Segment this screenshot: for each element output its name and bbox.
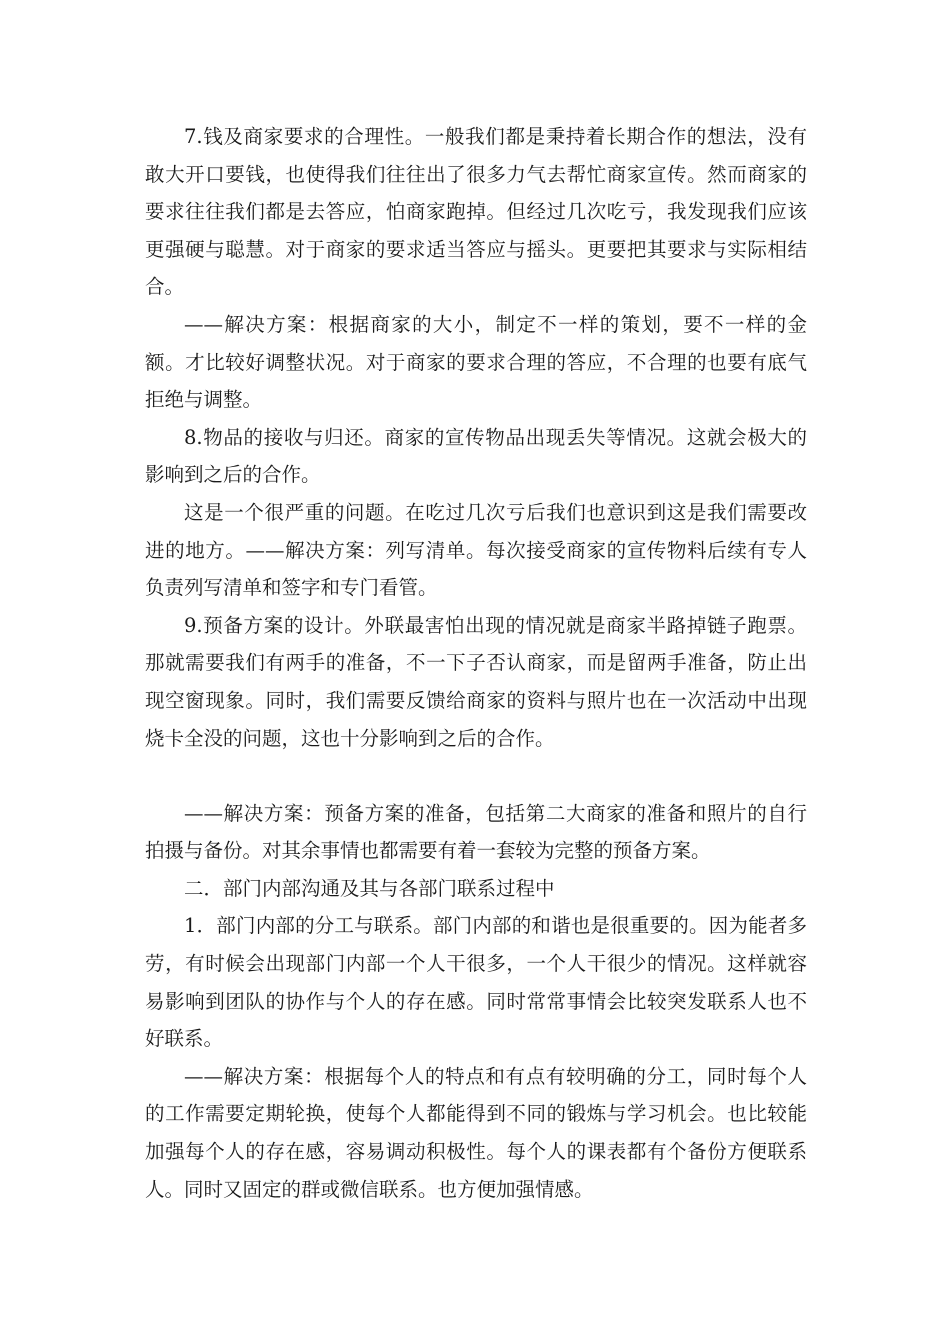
paragraph-item-7: 7.钱及商家要求的合理性。一般我们都是秉持着长期合作的想法，没有敢大开口要钱，也使得我们往往出了很多力气去帮忙商家宣传。然而商家的要求往往我们都是去答应，怕商家跑掉。但经过几次吃亏，我发现我们应该更强硬与聪慧。对于商家的要求适当答应与摇头。更要把其要求与实际相结合。 — [145, 125, 807, 299]
document-body — [145, 118, 807, 1208]
paragraph-solution-8: 这是一个很严重的问题。在吃过几次亏后我们也意识到这是我们需要改进的地方。——解决方案：列写清单。每次接受商家的宣传物料后续有专人负责列写清单和签字和专门看管。 — [145, 500, 807, 600]
paragraph-section2-solution-1: ——解决方案：根据每个人的特点和有点有较明确的分工，同时每个人的工作需要定期轮换，使每个人都能得到不同的锻炼与学习机会。也比较能加强每个人的存在感，容易调动积极性。每个人的课表都有个备份方便联系人。同时又固定的群或微信联系。也方便加强情感。 — [145, 1064, 807, 1201]
paragraph-section2-item-1: 1．部门内部的分工与联系。部门内部的和谐也是很重要的。因为能者多劳，有时候会出现部门内部一个人干很多，一个人干很少的情况。这样就容易影响到团队的协作与个人的存在感。同时常常事情会比较突发联系人也不好联系。 — [145, 914, 807, 1051]
paragraph-solution-9: ——解决方案：预备方案的准备，包括第二大商家的准备和照片的自行拍摄与备份。对其余事情也都需要有着一套较为完整的预备方案。 — [145, 801, 807, 863]
paragraph-item-9: 9.预备方案的设计。外联最害怕出现的情况就是商家半路掉链子跑票。那就需要我们有两手的准备，不一下子否认商家，而是留两手准备，防止出现空窗现象。同时，我们需要反馈给商家的资料与照片也在一次活动中出现烧卡全没的问题，这也十分影响到之后的合作。 — [145, 613, 807, 750]
paragraph-solution-7: ——解决方案：根据商家的大小，制定不一样的策划，要不一样的金额。才比较好调整状况。对于商家的要求合理的答应，不合理的也要有底气拒绝与调整。 — [145, 312, 807, 412]
section-heading-2: 二．部门内部沟通及其与各部门联系过程中 — [184, 876, 555, 900]
paragraph-item-8: 8.物品的接收与归还。商家的宣传物品出现丢失等情况。这就会极大的影响到之后的合作。 — [145, 425, 807, 487]
